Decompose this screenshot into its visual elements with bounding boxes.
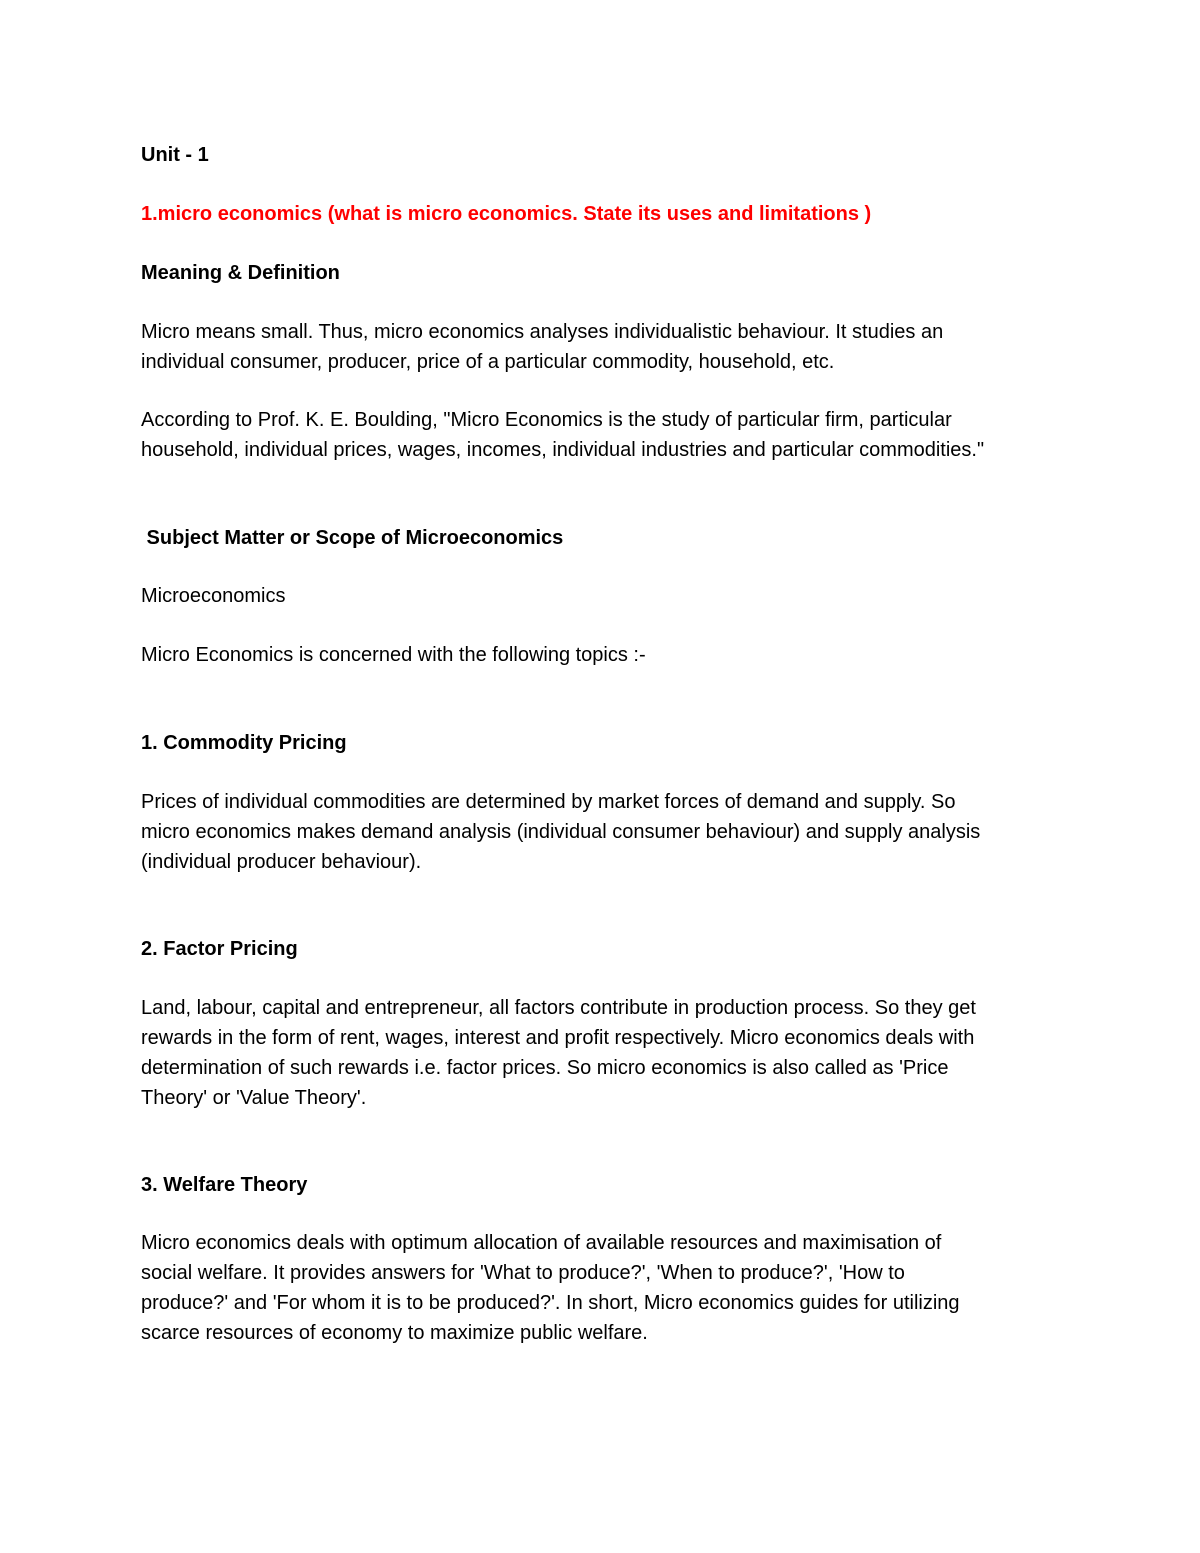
- topic-paragraph-commodity-pricing: [141, 787, 1061, 877]
- paragraph-line: social welfare. It provides answers for 'What to produce?', 'When to produce?', 'How to: [141, 1262, 905, 1284]
- paragraph-line: Prices of individual commodities are determined by market forces of demand and supply. So: [141, 791, 956, 813]
- question-title: 1.micro economics (what is micro economics. State its uses and limitations ): [141, 203, 872, 225]
- topic-heading-factor-pricing: 2. Factor Pricing: [141, 938, 298, 960]
- topic-heading-welfare-theory: 3. Welfare Theory: [141, 1174, 308, 1196]
- paragraph-line: household, individual prices, wages, incomes, individual industries and particular commodities.": [141, 439, 985, 461]
- paragraph-line: Land, labour, capital and entrepreneur, all factors contribute in production process. So they get: [141, 997, 976, 1019]
- scope-heading: Subject Matter or Scope of Microeconomics: [141, 527, 564, 549]
- paragraph-line: rewards in the form of rent, wages, interest and profit respectively. Micro economics deals with: [141, 1027, 975, 1049]
- paragraph-line: determination of such rewards i.e. factor prices. So micro economics is also called as 'Price: [141, 1057, 949, 1079]
- definition-paragraph: [141, 405, 1061, 465]
- paragraph-line: Theory' or 'Value Theory'.: [141, 1087, 367, 1109]
- scope-intro: Micro Economics is concerned with the following topics :-: [141, 644, 646, 666]
- topic-paragraph-welfare-theory: [141, 1228, 1061, 1348]
- paragraph-line: Micro economics deals with optimum allocation of available resources and maximisation of: [141, 1232, 942, 1254]
- meaning-heading: Meaning & Definition: [141, 262, 340, 284]
- paragraph-line: (individual producer behaviour).: [141, 851, 422, 873]
- paragraph-line: Micro means small. Thus, micro economics analyses individualistic behaviour. It studies an: [141, 321, 944, 343]
- meaning-paragraph: [141, 317, 1061, 377]
- paragraph-line: scarce resources of economy to maximize public welfare.: [141, 1322, 648, 1344]
- unit-title: Unit - 1: [141, 144, 209, 166]
- paragraph-line: According to Prof. K. E. Boulding, "Micro Economics is the study of particular firm, particular: [141, 409, 952, 431]
- scope-label: Microeconomics: [141, 585, 286, 607]
- paragraph-line: micro economics makes demand analysis (individual consumer behaviour) and supply analysis: [141, 821, 981, 843]
- topic-heading-commodity-pricing: 1. Commodity Pricing: [141, 732, 347, 754]
- paragraph-line: produce?' and 'For whom it is to be produced?'. In short, Micro economics guides for utilizing: [141, 1292, 960, 1314]
- paragraph-line: individual consumer, producer, price of a particular commodity, household, etc.: [141, 351, 835, 373]
- topic-paragraph-factor-pricing: [141, 993, 1061, 1113]
